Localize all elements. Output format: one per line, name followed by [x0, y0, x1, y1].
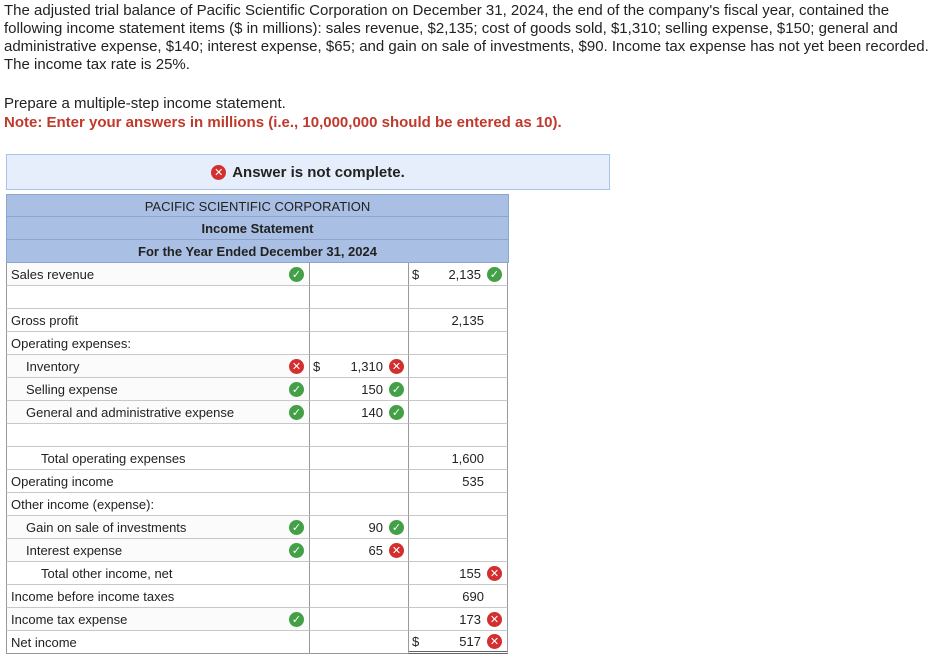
x-icon: ✕ [487, 634, 502, 649]
row-label: Net income [11, 634, 77, 650]
dollar-sign: $ [412, 266, 420, 282]
amount-col3 [408, 401, 508, 424]
amount-col2 [309, 447, 408, 470]
amount-col3[interactable] [408, 470, 508, 493]
amount-col3 [408, 493, 508, 516]
note-text: Note: Enter your answers in millions (i.e., 10,000,000 should be entered as 10). [4, 114, 562, 131]
amount-col3[interactable] [408, 263, 508, 286]
amount-col2[interactable] [309, 263, 408, 286]
check-icon: ✓ [289, 543, 304, 558]
row-label-cell [6, 493, 309, 516]
amount-col2 [309, 332, 408, 355]
check-icon: ✓ [389, 405, 404, 420]
row-label-cell [6, 447, 309, 470]
x-icon: ✕ [289, 359, 304, 374]
amount-col3[interactable] [408, 585, 508, 608]
row-label: Inventory [26, 358, 80, 374]
check-icon: ✓ [389, 382, 404, 397]
row-label: Sales revenue [11, 266, 95, 282]
dollar-sign: $ [313, 358, 321, 374]
account-select[interactable] [6, 355, 309, 378]
statement-row [6, 585, 509, 608]
row-label: Total other income, net [41, 565, 173, 581]
income-statement [6, 194, 509, 654]
row-label: Interest expense [26, 542, 123, 558]
row-label: General and administrative expense [26, 404, 235, 420]
statement-row [6, 401, 509, 424]
statement-row [6, 631, 509, 654]
amount-col2 [309, 631, 408, 654]
row-label-cell [6, 562, 309, 585]
row-label-cell [6, 309, 309, 332]
amount-col3[interactable] [408, 608, 508, 631]
amount-value: 140 [361, 404, 383, 420]
amount-col2 [309, 608, 408, 631]
account-select[interactable] [6, 608, 309, 631]
amount-col2[interactable] [309, 286, 408, 309]
check-icon: ✓ [289, 405, 304, 420]
amount-value: 535 [462, 473, 484, 489]
row-label: Operating income [11, 473, 114, 489]
dollar-sign: $ [412, 633, 420, 649]
row-label: Income before income taxes [11, 588, 175, 604]
row-label: Selling expense [26, 381, 118, 397]
check-icon: ✓ [389, 520, 404, 535]
amount-col2 [309, 309, 408, 332]
amount-col2 [309, 493, 408, 516]
statement-row [6, 378, 509, 401]
account-select[interactable] [6, 516, 309, 539]
statement-row [6, 562, 509, 585]
amount-col3 [408, 424, 508, 447]
row-label-cell [6, 470, 309, 493]
account-select[interactable] [6, 286, 309, 309]
statement-row [6, 286, 509, 309]
statement-row [6, 263, 509, 286]
amount-value: 90 [368, 519, 383, 535]
statement-row [6, 539, 509, 562]
row-label-cell [6, 585, 309, 608]
amount-value: 517 [459, 633, 481, 649]
statement-period: For the Year Ended December 31, 2024 [6, 240, 509, 263]
amount-col2[interactable] [309, 424, 408, 447]
account-select[interactable] [6, 424, 309, 447]
amount-col3 [408, 355, 508, 378]
account-select[interactable] [6, 263, 309, 286]
amount-col3[interactable] [408, 562, 508, 585]
amount-col3 [408, 378, 508, 401]
row-label: Gain on sale of investments [26, 519, 187, 535]
statement-row [6, 309, 509, 332]
amount-col2 [309, 562, 408, 585]
amount-col3[interactable] [408, 286, 508, 309]
company-name: PACIFIC SCIENTIFIC CORPORATION [6, 194, 509, 217]
amount-col2[interactable] [309, 401, 408, 424]
amount-col3[interactable] [408, 309, 508, 332]
amount-col2[interactable] [309, 355, 408, 378]
row-label: Income tax expense [11, 611, 128, 627]
amount-col3[interactable] [408, 447, 508, 470]
amount-col2[interactable] [309, 539, 408, 562]
row-label: Total operating expenses [41, 450, 186, 466]
banner-text: Answer is not complete. [232, 163, 405, 181]
check-icon: ✓ [289, 382, 304, 397]
amount-col3[interactable] [408, 631, 508, 654]
amount-col2[interactable] [309, 516, 408, 539]
answer-status-banner [6, 154, 610, 190]
statement-row [6, 493, 509, 516]
row-label-cell [6, 631, 309, 654]
amount-col2[interactable] [309, 378, 408, 401]
amount-col3 [408, 332, 508, 355]
check-icon: ✓ [289, 520, 304, 535]
check-icon: ✓ [289, 612, 304, 627]
amount-value: 1,310 [350, 358, 383, 374]
amount-col2 [309, 470, 408, 493]
x-icon: ✕ [487, 612, 502, 627]
statement-row [6, 355, 509, 378]
x-icon: ✕ [389, 543, 404, 558]
problem-text: The adjusted trial balance of Pacific Scientific Corporation on December 31, 2024, the end of the company's fiscal year, contained the following income statement items ($ in millions): sales revenue, $2,135; cost of goods sold, $1,310; selling expense, $150; general and administrative expense, $140; interest expense, $65; and gain on sale of investments, $90. Income tax expense has not yet been recorded. The income tax rate is 25%. [4, 2, 929, 73]
statement-row [6, 516, 509, 539]
statement-title: Income Statement [6, 217, 509, 240]
check-icon: ✓ [289, 267, 304, 282]
row-label: Gross profit [11, 312, 79, 328]
amount-value: 65 [368, 542, 383, 558]
statement-row [6, 424, 509, 447]
amount-value: 173 [459, 611, 481, 627]
amount-value: 1,600 [451, 450, 484, 466]
row-label-cell [6, 332, 309, 355]
amount-col3 [408, 516, 508, 539]
check-icon: ✓ [487, 267, 502, 282]
x-icon: ✕ [389, 359, 404, 374]
amount-col2 [309, 585, 408, 608]
amount-value: 155 [459, 565, 481, 581]
amount-value: 2,135 [448, 266, 481, 282]
amount-value: 2,135 [451, 312, 484, 328]
amount-col3 [408, 539, 508, 562]
statement-row [6, 447, 509, 470]
row-label: Operating expenses: [11, 335, 131, 351]
row-label: Other income (expense): [11, 496, 155, 512]
account-select[interactable] [6, 401, 309, 424]
amount-value: 690 [462, 588, 484, 604]
account-select[interactable] [6, 539, 309, 562]
account-select[interactable] [6, 378, 309, 401]
x-icon: ✕ [211, 165, 226, 180]
statement-row [6, 332, 509, 355]
amount-value: 150 [361, 381, 383, 397]
statement-row [6, 608, 509, 631]
statement-row [6, 470, 509, 493]
instruction-text: Prepare a multiple-step income statement. [4, 95, 286, 112]
x-icon: ✕ [487, 566, 502, 581]
